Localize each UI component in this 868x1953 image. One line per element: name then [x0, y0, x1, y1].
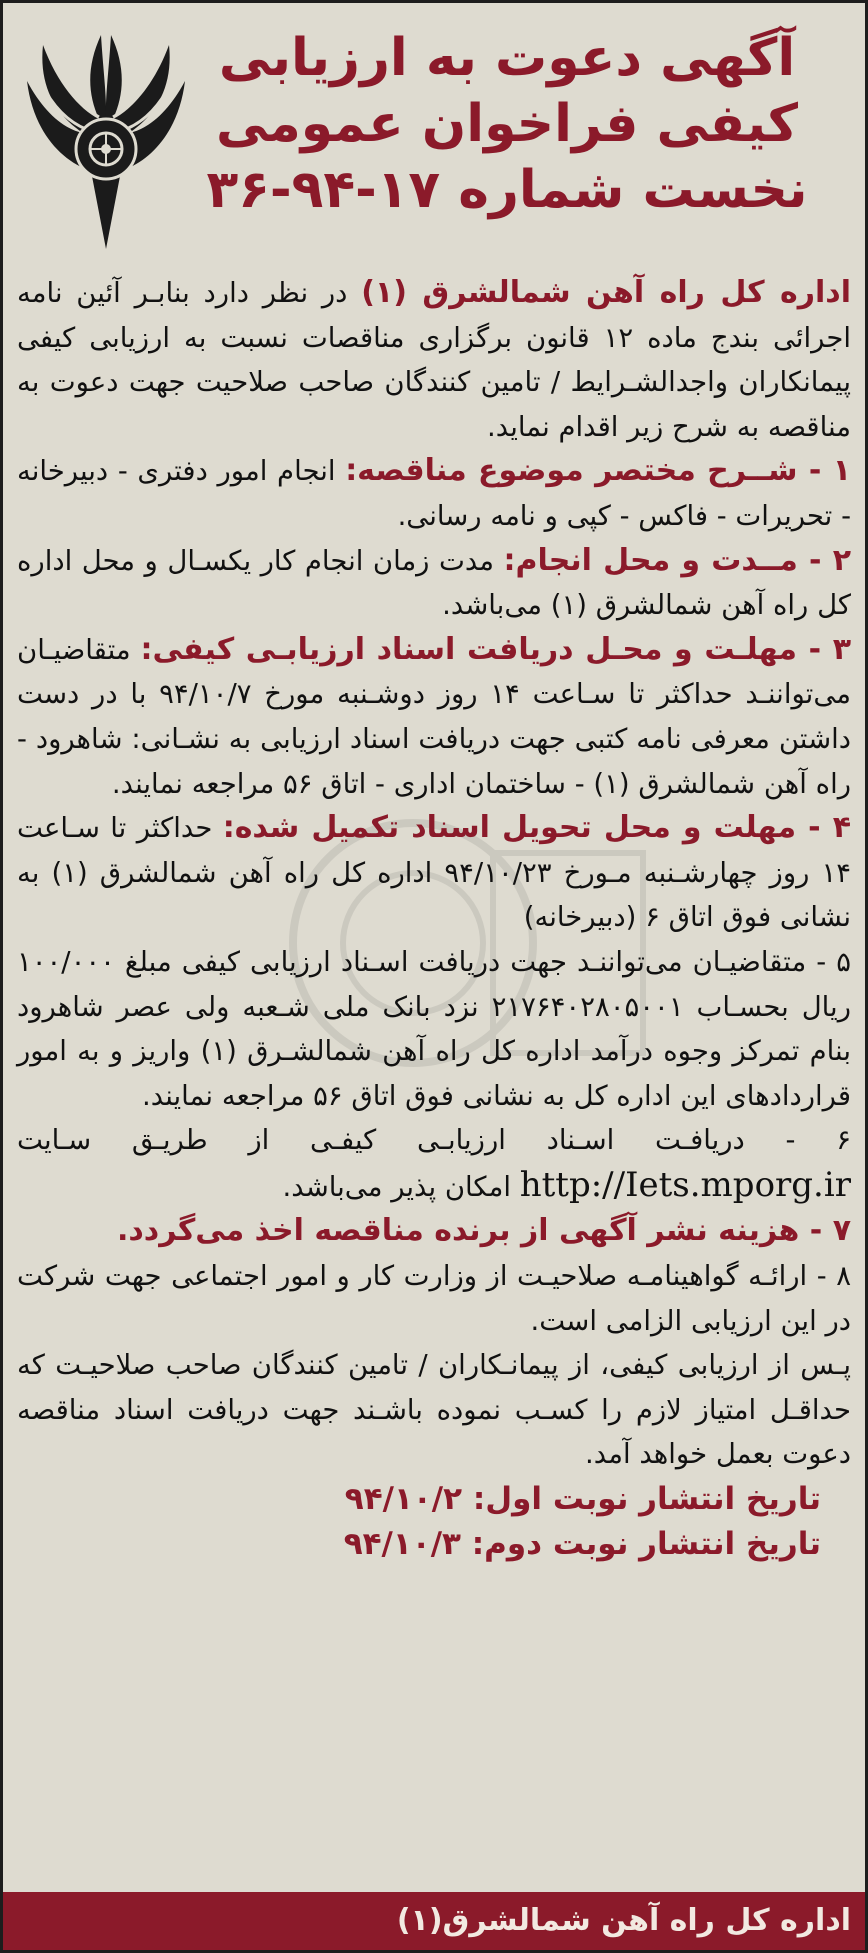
- item-text: مدت زمان انجام کار یکسـال و محل اداره کل راه آهن شمالشرق (۱) می‌باشد.: [17, 544, 851, 622]
- title-line-2: کیفی فراخوان عمومی: [215, 94, 798, 154]
- item-3: [17, 628, 851, 806]
- ad-body: [17, 271, 851, 1566]
- item-8: [17, 1254, 851, 1343]
- title-line-3: نخست شماره ۱۷-۹۴-۳۶: [206, 160, 808, 220]
- title-line-1: آگهی دعوت به ارزیابی: [218, 28, 796, 88]
- item-heading: ۴ - مهلت و محل تحویل اسناد تکمیل شده:: [222, 810, 851, 846]
- footer-banner: اداره کل راه آهن شمالشرق(۱): [3, 1892, 865, 1950]
- item-text-tail: امکان پذیر می‌باشد.: [282, 1170, 520, 1203]
- item-text: ۵ - متقاضیـان می‌تواننـد جهت دریافت اسـناد ارزیابی کیفی مبلغ ۱۰۰/۰۰۰ ریال بحسـاب ۲۱۷۶۴۰۲۸۰۵۰۰۱ نزد بانک ملی شـعبه ولی عصر شاهرود بنام تمرکز وجوه درآمد اداره کل راه آهن شمالشـرق (۱) واریز و به امور قراردادهای این اداره کل به نشانی فوق اتاق ۵۶ مراجعه نمایند.: [17, 945, 852, 1112]
- item-text: انجام امور دفتری - دبیرخانه - تحریرات - فاکس - کپی و نامه رسانی.: [17, 455, 851, 532]
- item-heading: ۱ - شــرح مختصر موضوع مناقصه:: [345, 453, 851, 489]
- item-7: [17, 1209, 851, 1254]
- item-1: [17, 449, 851, 538]
- item-text: ۸ - ارائـه گواهینامـه صلاحیـت از وزارت کار و امور اجتماعی جهت شرکت در این ارزیابی الزامی است.: [17, 1260, 851, 1337]
- website-link[interactable]: http://Iets.mporg.ir: [519, 1164, 851, 1205]
- header: [3, 3, 865, 268]
- item-text: حداکثر تا سـاعت ۱۴ روز چهارشـنبه مـورخ ۹۴/۱۰/۲۳ اداره کل راه آهن شمالشرق (۱) به نشانی فوق اتاق ۶ (دبیرخانه): [17, 812, 851, 934]
- intro-paragraph: [17, 271, 851, 449]
- item-heading: ۲ - مــدت و محل انجام:: [503, 542, 851, 578]
- item-2: [17, 539, 851, 628]
- item-text: ۶ - دریافـت اسـناد ارزیابـی کیفـی از طریـق سـایت: [17, 1124, 851, 1157]
- publication-date-first: تاریخ انتشار نوبت اول: ۹۴/۱۰/۲: [344, 1481, 821, 1518]
- winged-wheel-logo-icon: [21, 21, 191, 261]
- item-6: [17, 1118, 851, 1209]
- item-heading: ۳ - مهلـت و محـل دریافت اسناد ارزیابـی کیفی:: [140, 631, 851, 667]
- item-text: متقاضیـان می‌تواننـد حداکثر تا سـاعت ۱۴ روز دوشـنبه مورخ ۹۴/۱۰/۷ با در دست داشتن معرفی نامه کتبی جهت دریافت اسناد ارزیابی به نشـانی: شاهرود - راه آهن شمالشرق (۱) - ساختمان اداری - اتاق ۵۶ مراجعه نمایند.: [17, 633, 851, 800]
- closing-paragraph: پـس از ارزیابی کیفی، از پیمانـکاران / تامین کنندگان صاحب صلاحیـت که حداقـل امتیاز لازم را کسـب نموده باشـند جهت دریافت اسناد مناقصه دعوت بعمل خواهد آمد.: [17, 1349, 851, 1471]
- item-5: [17, 940, 851, 1118]
- item-4: [17, 806, 851, 940]
- organization-name: اداره کل راه آهن شمالشرق (۱): [361, 275, 851, 310]
- publication-date-second: تاریخ انتشار نوبت دوم: ۹۴/۱۰/۳: [343, 1525, 821, 1562]
- item-heading: ۷ - هزینه نشر آگهی از برنده مناقصه اخذ می‌گردد.: [117, 1213, 851, 1249]
- ad-title: [197, 25, 817, 223]
- intro-text: در نظر دارد بنابـر آئین نامه اجرائی بندج ماده ۱۲ قانون برگزاری مناقصات نسبت به ارزیابی کیفی پیمانکاران واجدالشـرایط / تامین کنندگان صاحب صلاحیت جهت دعوت به مناقصه به شرح زیر اقدام نماید.: [17, 277, 851, 443]
